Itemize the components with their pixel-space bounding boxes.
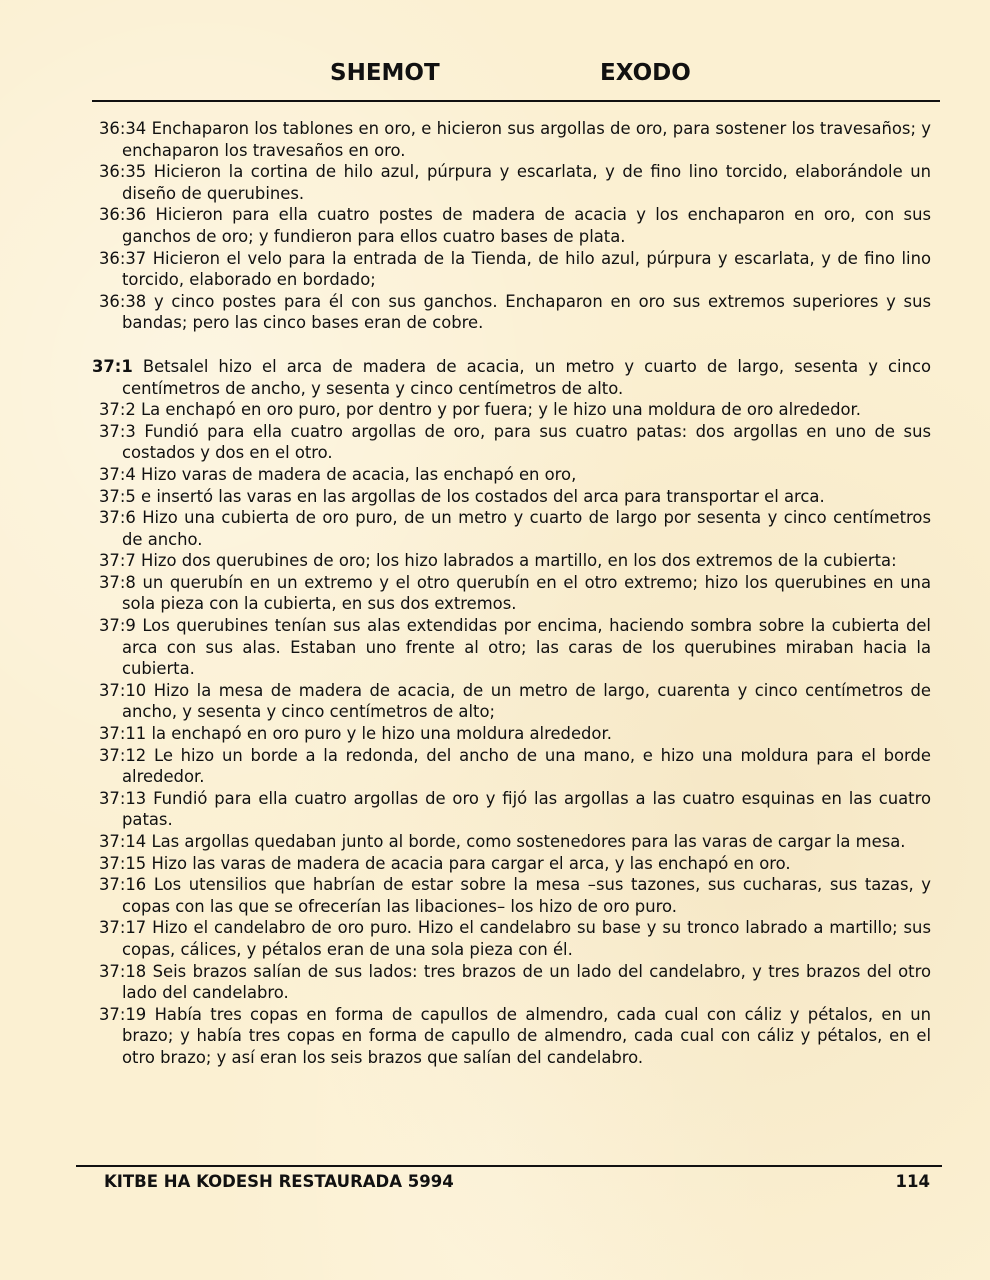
verse-37-16 [92, 874, 931, 917]
verse-text: Hizo una cubierta de oro puro, de un metro y cuarto de largo por sesenta y cinco centímetros de ancho. [122, 508, 931, 549]
verse-ref: 37:15 [99, 853, 147, 873]
verse-text: Hicieron el velo para la entrada de la Tienda, de hilo azul, púrpura y escarlata, y de fino lino torcido, elaborado en bordado; [122, 248, 931, 290]
verse-37-15 [92, 853, 931, 875]
verse-ref: 37:4 [99, 464, 136, 484]
verse-ref: 36:36 [99, 205, 147, 225]
verse-text: Hizo la mesa de madera de acacia, de un metro de largo, cuarenta y cinco centímetros de ancho, y sesenta y cinco centímetros de alto; [122, 680, 931, 722]
verse-37-9 [92, 615, 931, 680]
verse-ref: 37:14 [99, 832, 147, 851]
verse-ref: 37:8 [99, 572, 136, 592]
verse-ref: 37:17 [99, 918, 147, 938]
verse-36-38 [92, 291, 931, 334]
verse-36-37 [92, 248, 931, 291]
verse-text: Hizo dos querubines de oro; los hizo labrados a martillo, en los dos extremos de la cubierta: [141, 551, 897, 571]
page-footer [0, 1170, 990, 1196]
verse-37-11 [92, 723, 931, 745]
verse-text: La enchapó en oro puro, por dentro y por fuera; y le hizo una moldura de oro alrededor. [141, 400, 861, 420]
footer-book-title: KITBE HA KODESH RESTAURADA 5994 [104, 1172, 454, 1191]
verse-text: Seis brazos salían de sus lados: tres brazos de un lado del candelabro, y tres brazos del otro lado del candelabro. [122, 961, 931, 1003]
page-header [0, 56, 990, 92]
verse-text: Hizo varas de madera de acacia, las enchapó en oro, [141, 464, 577, 484]
verse-ref: 36:34 [99, 119, 147, 138]
verse-text: Betsalel hizo el arca de madera de acacia, un metro y cuarto de largo, sesenta y cinco centímetros de ancho, y sesenta y cinco centímetros de alto. [122, 356, 931, 398]
verse-text: un querubín en un extremo y el otro querubín en el otro extremo; hizo los querubines en una sola pieza con la cubierta, en sus dos extremos. [122, 572, 931, 614]
verse-ref: 36:35 [99, 162, 147, 182]
verse-text: Hicieron para ella cuatro postes de madera de acacia y los enchaparon en oro, con sus ganchos de oro; y fundieron para ellos cuatro bases de plata. [122, 205, 931, 246]
verse-37-17 [92, 917, 931, 960]
verse-ref: 37:16 [99, 875, 147, 895]
verse-37-12 [92, 745, 931, 788]
verse-ref: 37:9 [99, 616, 136, 636]
verse-text: la enchapó en oro puro y le hizo una moldura alrededor. [151, 724, 612, 744]
verse-text: Había tres copas en forma de capullos de almendro, cada cual con cáliz y pétalos, en un brazo; y había tres copas en forma de capullo de almendro, cada cual con cáliz y pétalos, en el otro brazo; y así eran los seis brazos que salían del candelabro. [122, 1004, 931, 1067]
verse-text: Fundió para ella cuatro argollas de oro y fijó las argollas a las cuatro esquinas en las cuatro patas. [122, 788, 931, 830]
verse-37-13 [92, 788, 931, 831]
verse-text: Hicieron la cortina de hilo azul, púrpura y escarlata, y de fino lino torcido, elaborándole un diseño de querubines. [122, 162, 931, 203]
verse-37-5 [92, 486, 931, 508]
footer-rule [76, 1165, 942, 1167]
verse-ref: 37:12 [99, 745, 147, 765]
verse-37-2 [92, 399, 931, 421]
verse-37-6 [92, 507, 931, 550]
verse-text: e insertó las varas en las argollas de los costados del arca para transportar el arca. [141, 486, 825, 506]
header-rule [92, 100, 940, 102]
verse-text: y cinco postes para él con sus ganchos. Enchaparon en oro sus extremos superiores y sus bandas; pero las cinco bases eran de cobre. [122, 291, 931, 333]
verse-36-35 [92, 161, 931, 204]
verse-ref: 37:6 [99, 508, 136, 528]
chapter-gap [92, 334, 931, 356]
verse-text: Hizo el candelabro de oro puro. Hizo el candelabro su base y su tronco labrado a martillo; sus copas, cálices, y pétalos eran de una sola pieza con él. [122, 918, 931, 959]
verse-37-18 [92, 961, 931, 1004]
page-number: 114 [895, 1172, 930, 1191]
verse-text: Fundió para ella cuatro argollas de oro, para sus cuatro patas: dos argollas en uno de sus costados y dos en el otro. [122, 421, 931, 463]
verse-text: Enchaparon los tablones en oro, e hicieron sus argollas de oro, para sostener los travesaños; y enchaparon los travesaños en oro. [122, 119, 931, 160]
verse-37-8 [92, 572, 931, 615]
verse-text: Le hizo un borde a la redonda, del ancho de una mano, e hizo una moldura para el borde alrededor. [122, 745, 931, 787]
verse-ref: 37:2 [99, 400, 136, 420]
header-title-spanish: EXODO [600, 60, 691, 86]
verse-text: Hizo las varas de madera de acacia para cargar el arca, y las enchapó en oro. [151, 853, 791, 873]
verse-ref: 37:7 [99, 551, 136, 571]
verse-ref: 37:19 [99, 1004, 147, 1024]
verse-text: Los querubines tenían sus alas extendidas por encima, haciendo sombra sobre la cubierta del arca con sus alas. Estaban uno frente al otro; las caras de los querubines miraban hacia la cubierta. [122, 616, 931, 679]
scripture-text [92, 118, 931, 1069]
verse-ref: 37:10 [99, 680, 147, 700]
verse-36-36 [92, 204, 931, 247]
verse-37-10 [92, 680, 931, 723]
verse-text: Las argollas quedaban junto al borde, como sostenedores para las varas de cargar la mesa. [151, 832, 906, 851]
verse-ref: 36:38 [99, 291, 147, 311]
chapter-start-ref: 37:1 [92, 356, 133, 376]
verse-ref: 37:11 [99, 724, 147, 744]
verse-37-7 [92, 550, 931, 572]
verse-37-4 [92, 464, 931, 486]
verse-ref: 37:18 [99, 961, 147, 981]
verse-ref: 37:3 [99, 421, 136, 441]
verse-ref: 36:37 [99, 248, 147, 268]
verse-37-3 [92, 421, 931, 464]
header-title-hebrew: SHEMOT [330, 60, 440, 86]
verse-37-14 [92, 831, 931, 853]
verse-text: Los utensilios que habrían de estar sobre la mesa –sus tazones, sus cucharas, sus tazas, y copas con las que se ofrecerían las libaciones– los hizo de oro puro. [122, 875, 931, 916]
verse-ref: 37:5 [99, 486, 136, 506]
verse-37-19 [92, 1004, 931, 1069]
verse-37-1 [92, 356, 931, 399]
verse-36-34 [92, 118, 931, 161]
verse-ref: 37:13 [99, 788, 147, 808]
